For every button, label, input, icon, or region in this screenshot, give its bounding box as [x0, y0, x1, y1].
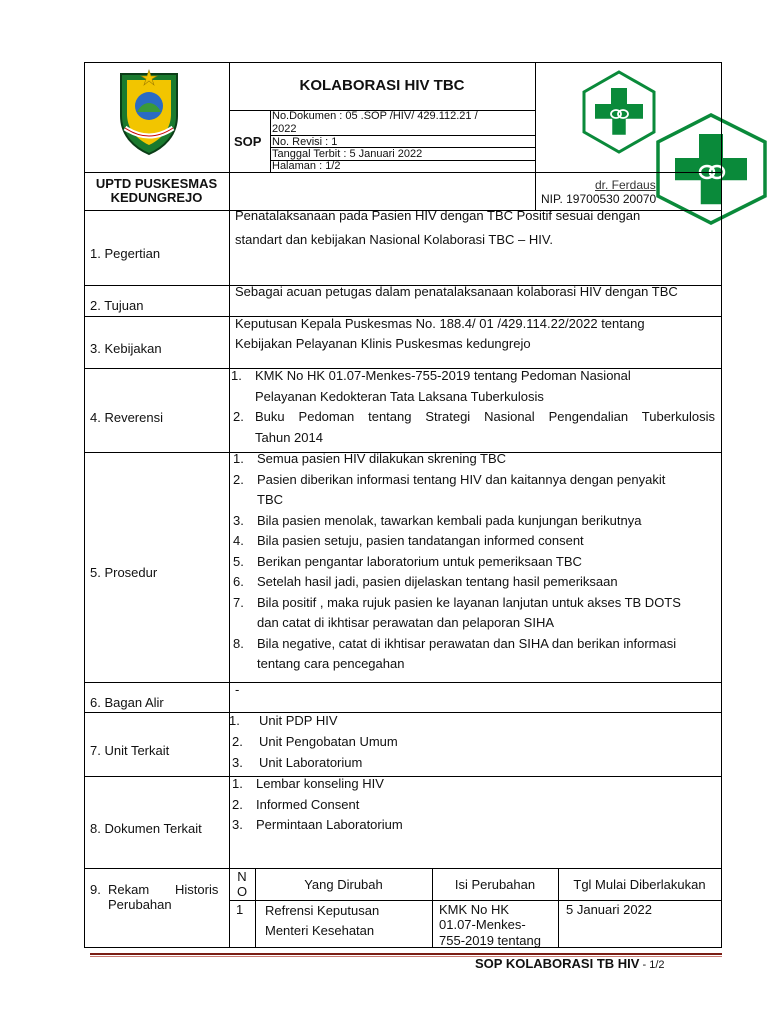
revision: No. Revisi : 1 — [272, 136, 338, 148]
label-historis: Historis — [175, 882, 219, 897]
signer-nip: NIP. 19700530 20070 — [541, 192, 657, 206]
list-item: 2. Buku Pedoman tentang Strategi Nasional Pengendalian Tuberkulosis Tahun 2014 — [233, 409, 715, 445]
col-yang-dirubah: Yang Dirubah — [304, 877, 383, 892]
unit-name-line2: KEDUNGREJO — [110, 190, 203, 205]
issue-date: Tanggal Terbit : 5 Januari 2022 — [272, 148, 423, 160]
col-isi-perubahan: Isi Perubahan — [454, 877, 536, 892]
label-tujuan: 2. Tujuan — [90, 298, 144, 313]
puskesmas-logo-large — [655, 112, 768, 226]
sop-label: SOP — [234, 134, 262, 149]
row-yang-line2: Menteri Kesehatan — [265, 923, 375, 938]
list-item: 3. Bila pasien menolak, tawarkan kembali pada kunjungan berikutnya — [233, 512, 642, 528]
col-no-line1: N — [237, 869, 247, 884]
list-item: 8. Bila negative, catat di ikhtisar perawatan dan SIHA dan berikan informasi tentang cara pencegahan — [233, 635, 677, 671]
row-yang-line1: Refrensi Keputusan — [265, 903, 380, 918]
bagan-alir-value: - — [235, 682, 240, 697]
list-item: 5. Berikan pengantar laboratorium untuk pemeriksaan TBC — [233, 553, 582, 569]
tujuan-line1: Sebagai acuan petugas dalam penatalaksanaan kolaborasi HIV dengan TBC — [235, 284, 678, 299]
table-border-top — [84, 62, 722, 63]
label-pengertian: 1. Pegertian — [90, 246, 161, 261]
list-item: 2. Unit Pengobatan Umum — [232, 734, 398, 749]
list-item: 7. Bila positif , maka rujuk pasien ke layanan lanjutan untuk akses TB DOTS dan catat di ikhtisar perawatan dan pelaporan SIHA — [233, 594, 681, 630]
regency-logo — [115, 66, 183, 156]
list-item: 3. Permintaan Laboratorium — [232, 817, 403, 832]
table-border-right — [721, 62, 722, 948]
list-item: 1. Unit PDP HIV — [229, 713, 338, 728]
dokumen-terkait-list — [232, 774, 716, 836]
footer-page: - 1/2 — [639, 959, 665, 971]
list-item: 1. Semua pasien HIV dilakukan skrening TBC — [233, 451, 507, 466]
puskesmas-logo-small — [581, 70, 657, 154]
label-rekam-num: 9. — [90, 882, 101, 897]
label-referensi: 4. Reverensi — [90, 410, 163, 425]
label-bagan-alir: 6. Bagan Alir — [90, 695, 164, 710]
label-rekam: Rekam — [108, 882, 150, 897]
list-item: 6. Setelah hasil jadi, pasien dijelaskan tentang hasil pemeriksaan — [233, 574, 618, 589]
col-no-line2: O — [236, 884, 248, 899]
label-dokumen-terkait: 8. Dokumen Terkait — [90, 821, 202, 836]
pengertian-line1: Penatalaksanaan pada Pasien HIV dengan TBC Positif sesuai dengan — [235, 208, 641, 223]
kebijakan-line1: Keputusan Kepala Puskesmas No. 188.4/ 01 /429.114.22/2022 tentang — [235, 316, 645, 331]
row-tgl: 5 Januari 2022 — [566, 902, 653, 917]
row-no: 1 — [236, 902, 244, 917]
kebijakan-line2: Kebijakan Pelayanan Klinis Puskesmas kedungrejo — [235, 336, 531, 351]
list-item: 2. Pasien diberikan informasi tentang HIV dan kaitannya dengan penyakit TBC — [233, 471, 666, 507]
row-isi-line2: 01.07-Menkes- — [439, 917, 526, 932]
list-item: 4. Bila pasien setuju, pasien tandatangan informed consent — [233, 533, 584, 548]
footer-title-text: SOP KOLABORASI TB HIV — [475, 956, 640, 971]
list-item: 1. KMK No HK 01.07-Menkes-755-2019 tentang Pedoman Nasional Pelayanan Kedokteran Tata Laksana Tuberkulosis — [231, 368, 631, 404]
list-item: 1. Lembar konseling HIV — [232, 776, 384, 791]
label-unit-terkait: 7. Unit Terkait — [90, 743, 170, 758]
page-info: Halaman : 1/2 — [272, 160, 341, 172]
unit-terkait-list — [229, 710, 713, 773]
row-isi-line1: KMK No HK — [439, 902, 510, 917]
footer-title — [475, 956, 665, 973]
col-tgl-mulai: Tgl Mulai Diberlakukan — [573, 877, 706, 892]
label-perubahan: Perubahan — [108, 897, 172, 912]
list-item: 2. Informed Consent — [232, 796, 360, 812]
pengertian-line2: standart dan kebijakan Nasional Kolaborasi TBC – HIV. — [235, 232, 553, 247]
document-title: KOLABORASI HIV TBC — [299, 77, 465, 94]
row-isi-line3: 755-2019 tentang — [439, 933, 541, 948]
list-item: 3. Unit Laboratorium — [232, 755, 363, 770]
label-kebijakan: 3. Kebijakan — [90, 341, 162, 356]
doc-number: No.Dokumen : 05 .SOP /HIV/ 429.112.21 / — [272, 110, 478, 122]
label-prosedur: 5. Prosedur — [90, 565, 158, 580]
signer-name: dr. Ferdaus — [595, 178, 656, 192]
doc-number-cont: 2022 — [272, 123, 297, 135]
footer-rule — [90, 953, 722, 955]
unit-name-line1: UPTD PUSKESMAS — [95, 176, 218, 191]
referensi-list — [231, 366, 715, 448]
prosedur-list — [233, 449, 717, 675]
